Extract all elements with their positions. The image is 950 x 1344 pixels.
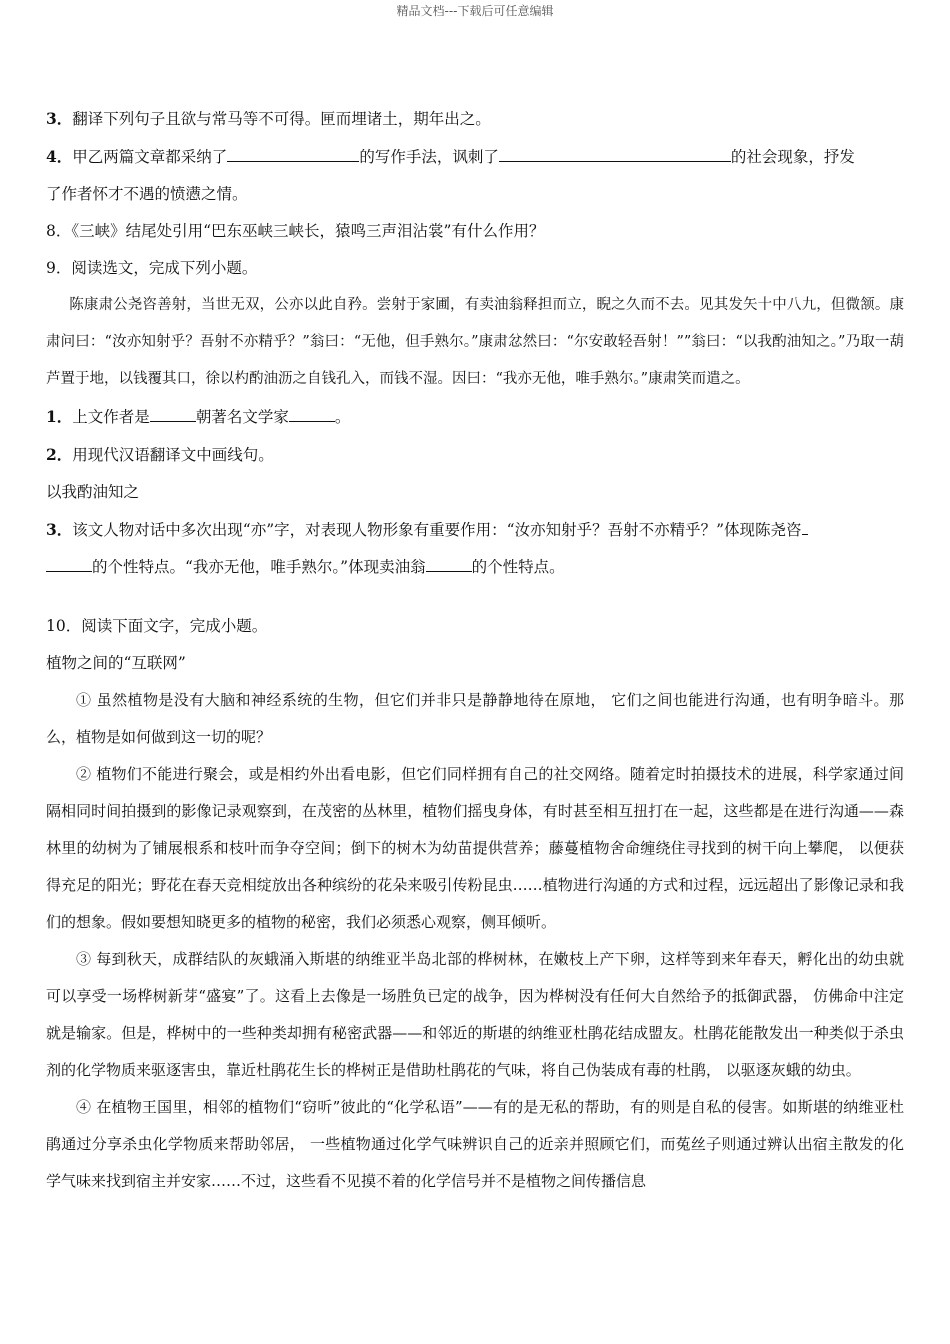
q10-paragraph-3: ③ 每到秋天，成群结队的灰蛾涌入斯堪的纳维亚半岛北部的桦树林，在嫩枝上产下卵，这样等到来年春天，孵化出的幼虫就可以享受一场桦树新芽“盛宴”了。这看上去像是一场胜负已定的战争，因为桦树没有任何大自然给予的抵御武器， 仿佛命中注定就是输家。但是，桦树中的一些种类却拥有秘密武器——和邻近的斯堪的纳维亚杜鹃花结成盟友。杜鹃花能散发出一种类似于杀虫剂的化学物质来驱逐害虫，靠近杜鹃花生长的桦树正是借助杜鹃花的气味，将自己伪装成有毒的杜鹃， 以驱逐灰蛾的幼虫。	[46, 950, 904, 1079]
q10-paragraph-2: ② 植物们不能进行聚会，或是相约外出看电影，但它们同样拥有自己的社交网络。随着定时拍摄技术的进展，科学家通过间隔相同时间拍摄到的影像记录观察到，在茂密的丛林里，植物们摇曳身体，有时甚至相互扭打在一起，这些都是在进行沟通——森林里的幼树为了铺展根系和枝叶而争夺空间；倒下的树木为幼苗提供营养；藤蔓植物舍命缠绕住寻找到的树干向上攀爬， 以便获得充足的阳光；野花在春天竞相绽放出各种缤纷的花朵来吸引传粉昆虫……植物进行沟通的方式和过程，远远超出了影像记录和我们的想象。假如要想知晓更多的植物的秘密，我们必须悉心观察，侧耳倾听。	[46, 765, 904, 931]
answer-blank[interactable]	[499, 143, 731, 162]
q9-sub3	[46, 511, 904, 549]
question-9-title	[46, 250, 904, 287]
question-4-cont	[46, 176, 904, 213]
question-number: 9．	[46, 259, 72, 277]
sub-text-c: 的个性特点。	[471, 558, 565, 576]
sub-text-b: 朝著名文学家	[195, 408, 289, 426]
question-text: 阅读下面文字，完成小题。	[81, 617, 268, 635]
answer-blank[interactable]	[150, 403, 196, 422]
answer-blank[interactable]	[426, 553, 472, 572]
sub-text-b: 的个性特点。“我亦无他，唯手熟尔。”体现卖油翁	[92, 558, 426, 576]
question-text: 阅读选文，完成下列小题。	[71, 259, 258, 277]
question-text: 翻译下列句子且欲与常马等不可得。匣而埋诸土，期年出之。	[72, 110, 491, 128]
question-text-d: 了作者怀才不遇的愤懑之情。	[46, 185, 248, 203]
answer-blank[interactable]	[289, 403, 335, 422]
sub-number: 1．	[46, 407, 73, 426]
sub-text-c: 。	[334, 408, 351, 426]
sentence-text: 以我酌油知之	[46, 483, 140, 501]
sub-number: 2．	[46, 445, 73, 464]
question-number: 4．	[46, 147, 73, 166]
question-number: 10．	[46, 617, 82, 635]
question-8	[46, 213, 904, 250]
question-text-b: 的写作手法，讽刺了	[359, 148, 499, 166]
q10-paragraph-4: ④ 在植物王国里，相邻的植物们“窃听”彼此的“化学私语”——有的是无私的帮助，有的则是自私的侵害。如斯堪的纳维亚杜鹃通过分享杀虫化学物质来帮助邻居， 一些植物通过化学气味辨识自己的近亲并照顾它们，而菟丝子则通过辨认出宿主散发的化学气味来找到宿主并安家……不过，这些看不见摸不着的化学信号并不是植物之间传播信息	[46, 1098, 904, 1190]
document-body	[46, 100, 904, 1200]
answer-blank[interactable]	[46, 553, 92, 572]
sub-text: 用现代汉语翻译文中画线句。	[72, 446, 274, 464]
page-header: 精品文档---下载后可任意编辑	[396, 4, 554, 18]
sub-text-a: 该文人物对话中多次出现“亦”字，对表现人物形象有重要作用：“汝亦知射乎？吾射不亦精乎？”体现陈尧咨	[72, 521, 802, 539]
question-text-c: 的社会现象，抒发	[730, 148, 855, 166]
article-heading: 植物之间的“互联网”	[46, 654, 186, 672]
sub-text-a: 上文作者是	[72, 408, 150, 426]
question-number: 8．	[46, 222, 72, 240]
q9-sub3-cont	[46, 549, 904, 586]
q9-passage: 陈康肃公尧咨善射，当世无双，公亦以此自矜。尝射于家圃，有卖油翁释担而立，睨之久而不去。见其发矢十中八九，但微颔。康肃问曰：“汝亦知射乎？吾射不亦精乎？”翁曰：“无他，但手熟尔。”康肃忿然曰：“尔安敢轻吾射！””翁曰：“以我酌油知之。”乃取一葫芦置于地，以钱覆其口，徐以杓酌油沥之自钱孔入，而钱不湿。因曰：“我亦无他，唯手熟尔。”康肃笑而遣之。	[46, 297, 904, 387]
spacer	[46, 586, 904, 608]
answer-blank[interactable]	[802, 516, 808, 535]
question-text: 《三峡》结尾处引用“巴东巫峡三峡长，猿鸣三声泪沾裳”有什么作用？	[71, 222, 545, 240]
sub-number: 3．	[46, 520, 73, 539]
question-10-title	[46, 608, 904, 645]
q9-sub2-sentence	[46, 474, 904, 511]
question-number: 3．	[46, 109, 73, 128]
q10-heading	[46, 645, 904, 682]
question-text-a: 甲乙两篇文章都采纳了	[72, 148, 228, 166]
question-4	[46, 138, 904, 176]
q9-sub2	[46, 436, 904, 474]
question-3-translate	[46, 100, 904, 138]
q9-sub1	[46, 398, 904, 436]
q10-paragraph-1: ① 虽然植物是没有大脑和神经系统的生物，但它们并非只是静静地待在原地， 它们之间也能进行沟通，也有明争暗斗。那么，植物是如何做到这一切的呢？	[46, 691, 904, 746]
answer-blank[interactable]	[227, 143, 359, 162]
